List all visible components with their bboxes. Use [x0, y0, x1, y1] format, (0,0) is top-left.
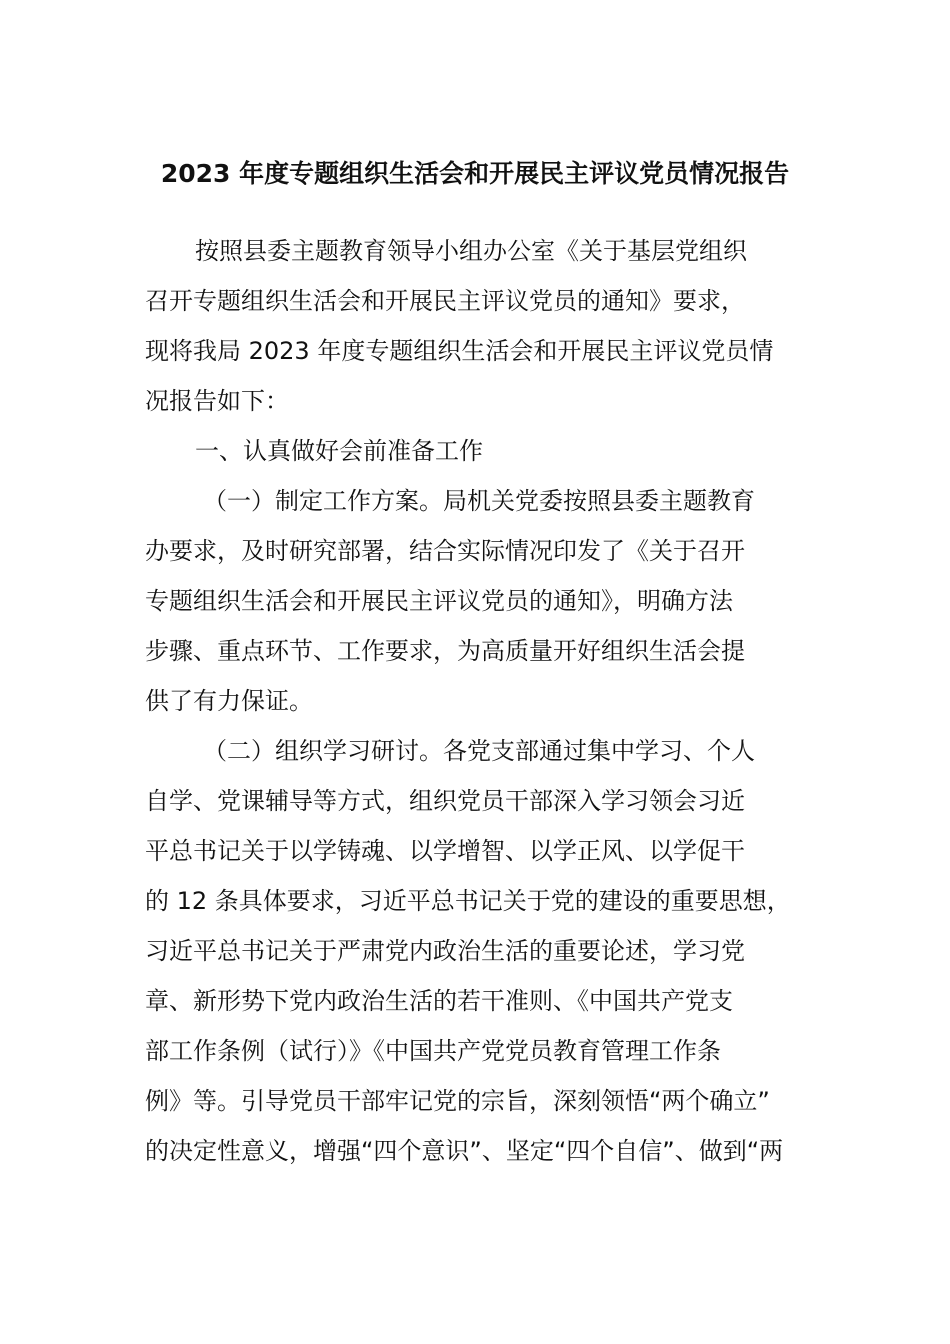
paragraph-3-line-3: 平总书记关于以学铸魂、以学增智、以学正风、以学促干: [145, 837, 745, 865]
paragraph-3-line-2: 自学、党课辅导等方式，组织党员干部深入学习领会习近: [145, 787, 745, 815]
document-body: [145, 226, 835, 1176]
paragraph-2-line-1: （一）制定工作方案。局机关党委按照县委主题教育: [203, 487, 755, 515]
paragraph-2-line-4: 步骤、重点环节、工作要求，为高质量开好组织生活会提: [145, 637, 745, 665]
section-heading-1: 一、认真做好会前准备工作: [195, 437, 483, 465]
paragraph-3-line-7: 部工作条例（试行）》《中国共产党党员教育管理工作条: [145, 1037, 721, 1065]
paragraph-2-line-5: 供了有力保证。: [145, 687, 313, 715]
paragraph-1-line-3: 现将我局 2023 年度专题组织生活会和开展民主评议党员情: [145, 337, 774, 365]
paragraph-2-line-3: 专题组织生活会和开展民主评议党员的通知》，明确方法: [145, 587, 733, 615]
paragraph-3-line-1: （二）组织学习研讨。各党支部通过集中学习、个人: [203, 737, 755, 765]
paragraph-1-line-4: 况报告如下：: [145, 387, 289, 415]
paragraph-1-line-1: 按照县委主题教育领导小组办公室《关于基层党组织: [195, 237, 747, 265]
paragraph-3-line-5: 习近平总书记关于严肃党内政治生活的重要论述，学习党: [145, 937, 745, 965]
paragraph-1-line-2: 召开专题组织生活会和开展民主评议党员的通知》要求，: [145, 287, 745, 315]
paragraph-3-line-6: 章、新形势下党内政治生活的若干准则、《中国共产党支: [145, 987, 733, 1015]
paragraph-2-line-2: 办要求，及时研究部署，结合实际情况印发了《关于召开: [145, 537, 745, 565]
document-title: 2023 年度专题组织生活会和开展民主评议党员情况报告: [160, 159, 790, 188]
paragraph-3-line-4: 的 12 条具体要求，习近平总书记关于党的建设的重要思想，: [145, 887, 791, 915]
paragraph-3-line-9: 的决定性意义，增强“四个意识”、坚定“四个自信”、做到“两: [145, 1137, 784, 1165]
paragraph-3-line-8: 例》等。引导党员干部牢记党的宗旨，深刻领悟“两个确立”: [145, 1087, 770, 1115]
